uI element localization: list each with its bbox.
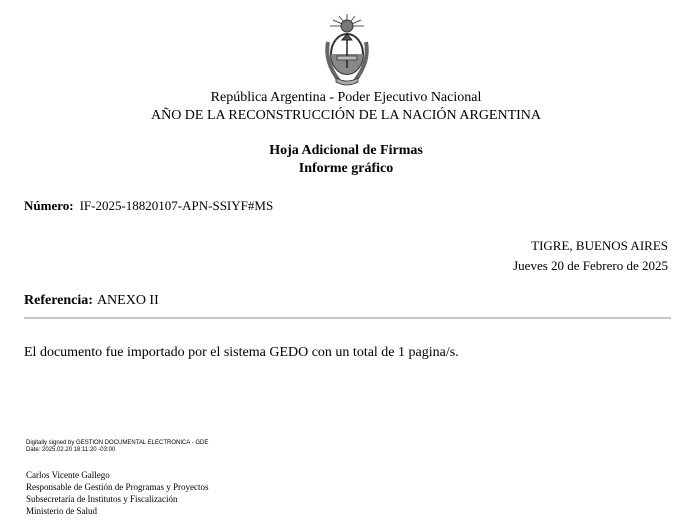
document-number: [24, 198, 273, 214]
header-line-2: AÑO DE LA RECONSTRUCCIÓN DE LA NACIÓN ARGENTINA: [150, 108, 542, 123]
body-text: El documento fue importado por el sistema GEDO con un total de 1 pagina/s.: [24, 345, 459, 360]
signer-ministry: Ministerio de Salud: [26, 506, 97, 516]
signer-unit: Subsecretaría de Institutos y Fiscalización: [26, 494, 178, 504]
number-label: Número:: [24, 198, 74, 213]
reference: [24, 293, 159, 309]
divider: [24, 317, 671, 319]
document-title: Hoja Adicional de Firmas: [269, 143, 423, 158]
reference-value: ANEXO II: [96, 293, 159, 308]
digital-signature-line-1: Digitally signed by GESTION DOCUMENTAL ELECTRONICA - GDE: [26, 440, 209, 446]
digital-signature-stamp: [26, 440, 208, 454]
date-text: Jueves 20 de Febrero de 2025: [513, 258, 668, 273]
coat-of-arms-seal: [320, 12, 374, 88]
signer-role: Responsable de Gestión de Programas y Proyectos: [26, 482, 209, 492]
number-value: IF-2025-18820107-APN-SSIYF#MS: [79, 198, 274, 213]
signer-name: Carlos Vicente Gallego: [26, 470, 110, 480]
document-subtitle: Informe gráfico: [298, 161, 394, 176]
digital-signature-line-2: Date: 2025.02.20 18:11:20 -03:00: [26, 447, 116, 453]
header-line-1: República Argentina - Poder Ejecutivo Nacional: [210, 90, 482, 105]
place-text: TIGRE, BUENOS AIRES: [531, 238, 668, 253]
signer-block: [26, 469, 208, 517]
reference-label: Referencia:: [24, 293, 93, 308]
